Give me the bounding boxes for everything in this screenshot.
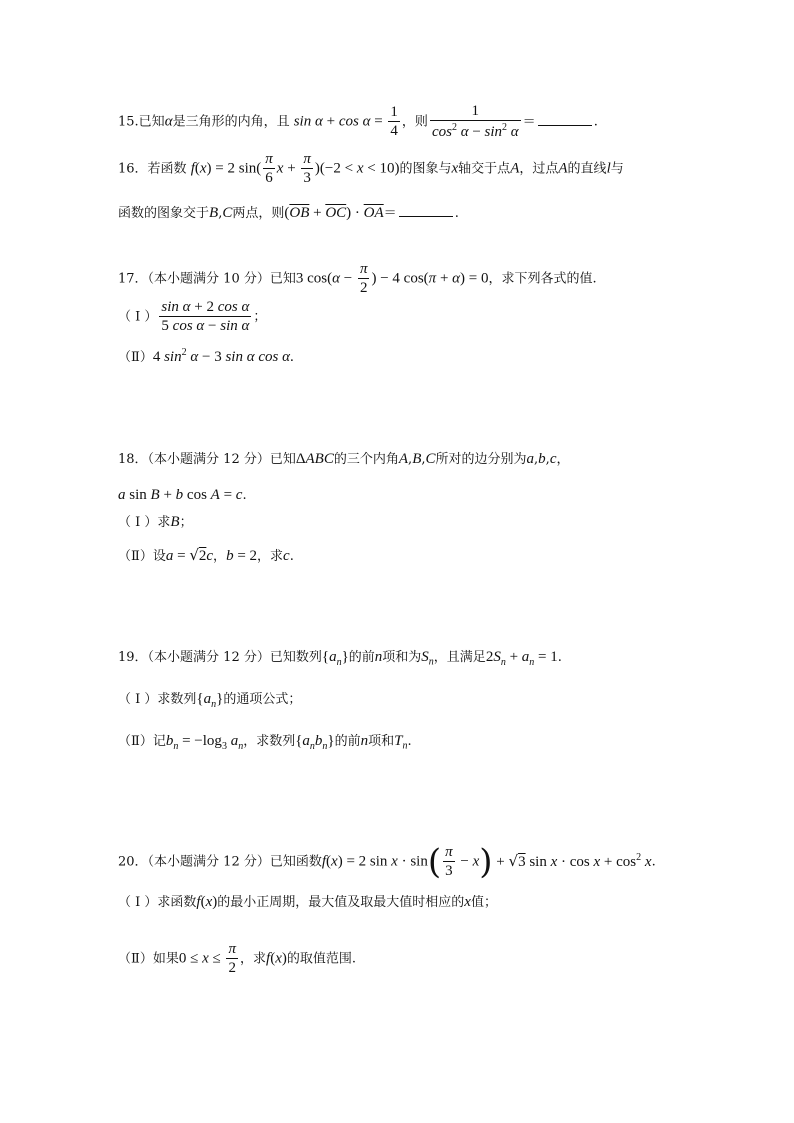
q18-condition: a sin B + b cos A = c. [118, 487, 247, 503]
q17-condition: 3 cos(α − [295, 270, 356, 287]
question-16-line-1: 16．若函数 f(x) = 2 sin( $\frac{\pi}{6}$ x + $\frac{\pi}{3}$ )(−2 < x < 10)的图象与x轴交于点A，过点A的直线l与 [118, 151, 624, 186]
q19-part-2: （Ⅱ）记$b_n = -\log_3$ $a_n$，求数列$\{a_nb_n\}$的前n项和$T_n$. [118, 733, 412, 752]
q15-text-c: ，则 [401, 114, 428, 130]
q17-part2-expression: 4 $\sin^2 \alpha - 3$ sin α cos α. [152, 347, 294, 365]
question-16-line-2: 函数的图象交于B,C两点，则$(\overline{OB} + \overline{OC}) \cdot \overline{OA}=$ . [118, 205, 459, 221]
question-15: 15.已知α是三角形的内角，且 sin α + cos α = $\frac{1}{4}$ ，则 $\frac{1}{\cos^2 \alpha - \sin^2 \alpha}$ ＝ . [118, 103, 598, 140]
q20-part-2: （Ⅱ）如果0 ≤ x ≤ $\frac{\pi}{2}$ ，求f(x)的取值范围. [118, 941, 356, 976]
q17-fraction-pi-2: $\frac{\pi}{2}$ [359, 261, 368, 296]
q20-function-def: f(x) = 2 sin x · sin [321, 853, 428, 870]
q18-part-1: （ I ）求B； [118, 514, 193, 530]
q16-text-a: 16．若函数 [118, 161, 187, 177]
q16-vector-expression: $(\overline{OB} + \overline{OC}) \cdot \overline{OA}$ [284, 205, 384, 221]
q20-fraction-pi-2: $\frac{\pi}{2}$ [228, 941, 236, 976]
q20-fraction-pi-3: $\frac{\pi}{3}$ [445, 844, 453, 879]
q17-part-2: （Ⅱ）4 $\sin^2 \alpha - 3$ sin α cos α. [118, 347, 294, 365]
question-17-intro: 17．（本小题满分 10 分）已知3 cos(α − $\frac{\pi}{2}$ ) − 4 cos(π + α) = 0，求下列各式的值. [118, 261, 597, 296]
answer-blank-16[interactable] [399, 216, 453, 217]
q18-part-2: （Ⅱ）设a = √2c，b = 2，求c. [118, 546, 294, 564]
q16-fraction-pi-3: $\frac{\pi}{3}$ [303, 151, 311, 186]
q20-part-1: （ I ）求函数f(x)的最小正周期，最大值及取最大值时相应的x值； [118, 894, 497, 910]
q16-fraction-pi-6: $\frac{\pi}{6}$ [265, 151, 273, 186]
q17-part1-fraction: $\frac{\text{sin α + 2 cos α}}{\text{5 cos α − sin α}}$ [161, 299, 250, 334]
q15-equation: sin α + cos α = [293, 113, 387, 130]
question-18-intro: 18．（本小题满分 12 分）已知ΔABC的三个内角A,B,C所对的边分别为a,b,c， [118, 451, 570, 467]
q17-part-1: （ I ） $\frac{\text{sin α + 2 cos α}}{\text{5 cos α − sin α}}$ ； [118, 299, 267, 334]
q15-fraction-quarter: $\frac{1}{4}$ [390, 104, 398, 139]
question-19-intro: 19．（本小题满分 12 分）已知数列$\{a_n\}$的前n项和为$S_n$，且满足$2S_n + a_n = 1$. [118, 649, 562, 668]
question-20-intro: 20．（本小题满分 12 分）已知函数f(x) = 2 sin x · sin( $\frac{\pi}{3}$ − x) + √3 $\sin x \cdot \cos x + \cos^2 x$. [118, 842, 656, 882]
q19-part-1: （ I ）求数列$\{a_n\}$的通项公式； [118, 691, 302, 710]
q15-text-a: 15.已知 [118, 114, 165, 130]
q15-expression-fraction: $\frac{1}{\cos^2 \alpha - \sin^2 \alpha}$ [431, 103, 519, 140]
answer-blank-15[interactable] [538, 125, 592, 126]
q15-text-d: ＝ [522, 114, 536, 130]
q16-function-def: f(x) = 2 sin( [190, 160, 262, 177]
q15-text-b: 是三角形的内角，且 [172, 114, 290, 130]
